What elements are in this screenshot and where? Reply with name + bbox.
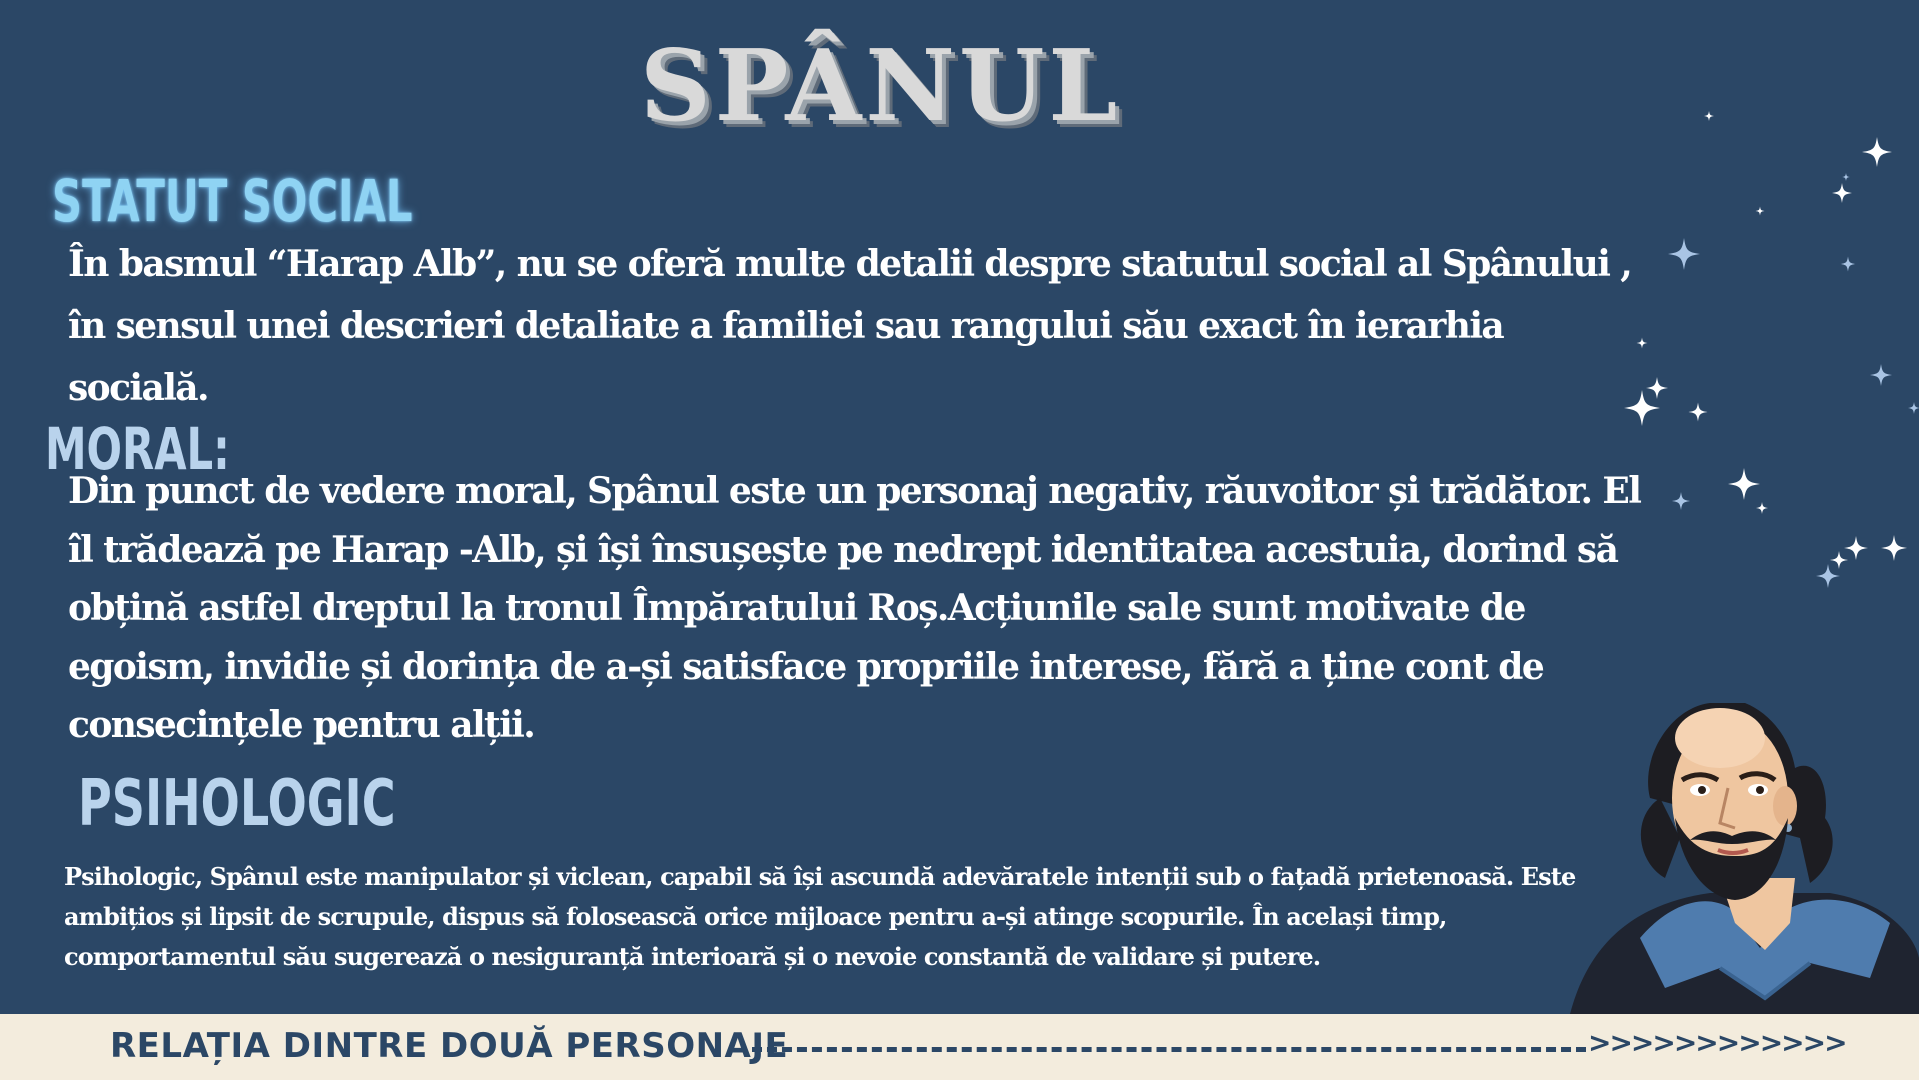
psihologic-text: Psihologic, Spânul este manipulator și viclean, capabil să își ascundă adevăratele intenții sub o fațadă prietenoasă. Este ambițios și lipsit de scrupule, dispus să folosească orice mijloace pentru a-și atinge scopurile. În același timp, comportamentul său sugerează o nesiguranță interioară și o nevoie constantă de validare și putere. [64, 862, 1576, 971]
heading-statut-social: STATUT SOCIAL [52, 167, 413, 235]
shakespeare-portrait-illustration [1570, 688, 1919, 1014]
moral-text: Din punct de vedere moral, Spânul este un personaj negativ, răuvoitor și trădător. El îl trădează pe Harap -Alb, și își însușește pe nedrept identitatea acestuia, dorind să obțină astfel dreptul la tronul Împăratului Roș.Acțiunile sale sunt motivate de egoism, invidie și dorința de a-și satisface propriile interese, fără a ține cont de consecințele pentru alții. [68, 470, 1641, 746]
footer-label: RELAȚIA DINTRE DOUĂ PERSONAJE [110, 1026, 789, 1066]
footer-bar [0, 1014, 1919, 1080]
statut-social-text: În basmul “Harap Alb”, nu se oferă multe detalii despre statutul social al Spânului , în sensul unei descrieri detaliate a familiei sau rangului său exact în ierarhia socială. [68, 243, 1632, 409]
page-title: SPÂNUL [640, 29, 1122, 144]
heading-psihologic: PSIHOLOGIC [78, 767, 396, 841]
footer-dashed-line [752, 1047, 1586, 1052]
sparkle-stars-icon [1560, 90, 1919, 630]
footer-arrows: >>>>>>>>>>>> [1588, 1026, 1846, 1059]
heading-moral: MORAL: [45, 415, 230, 483]
